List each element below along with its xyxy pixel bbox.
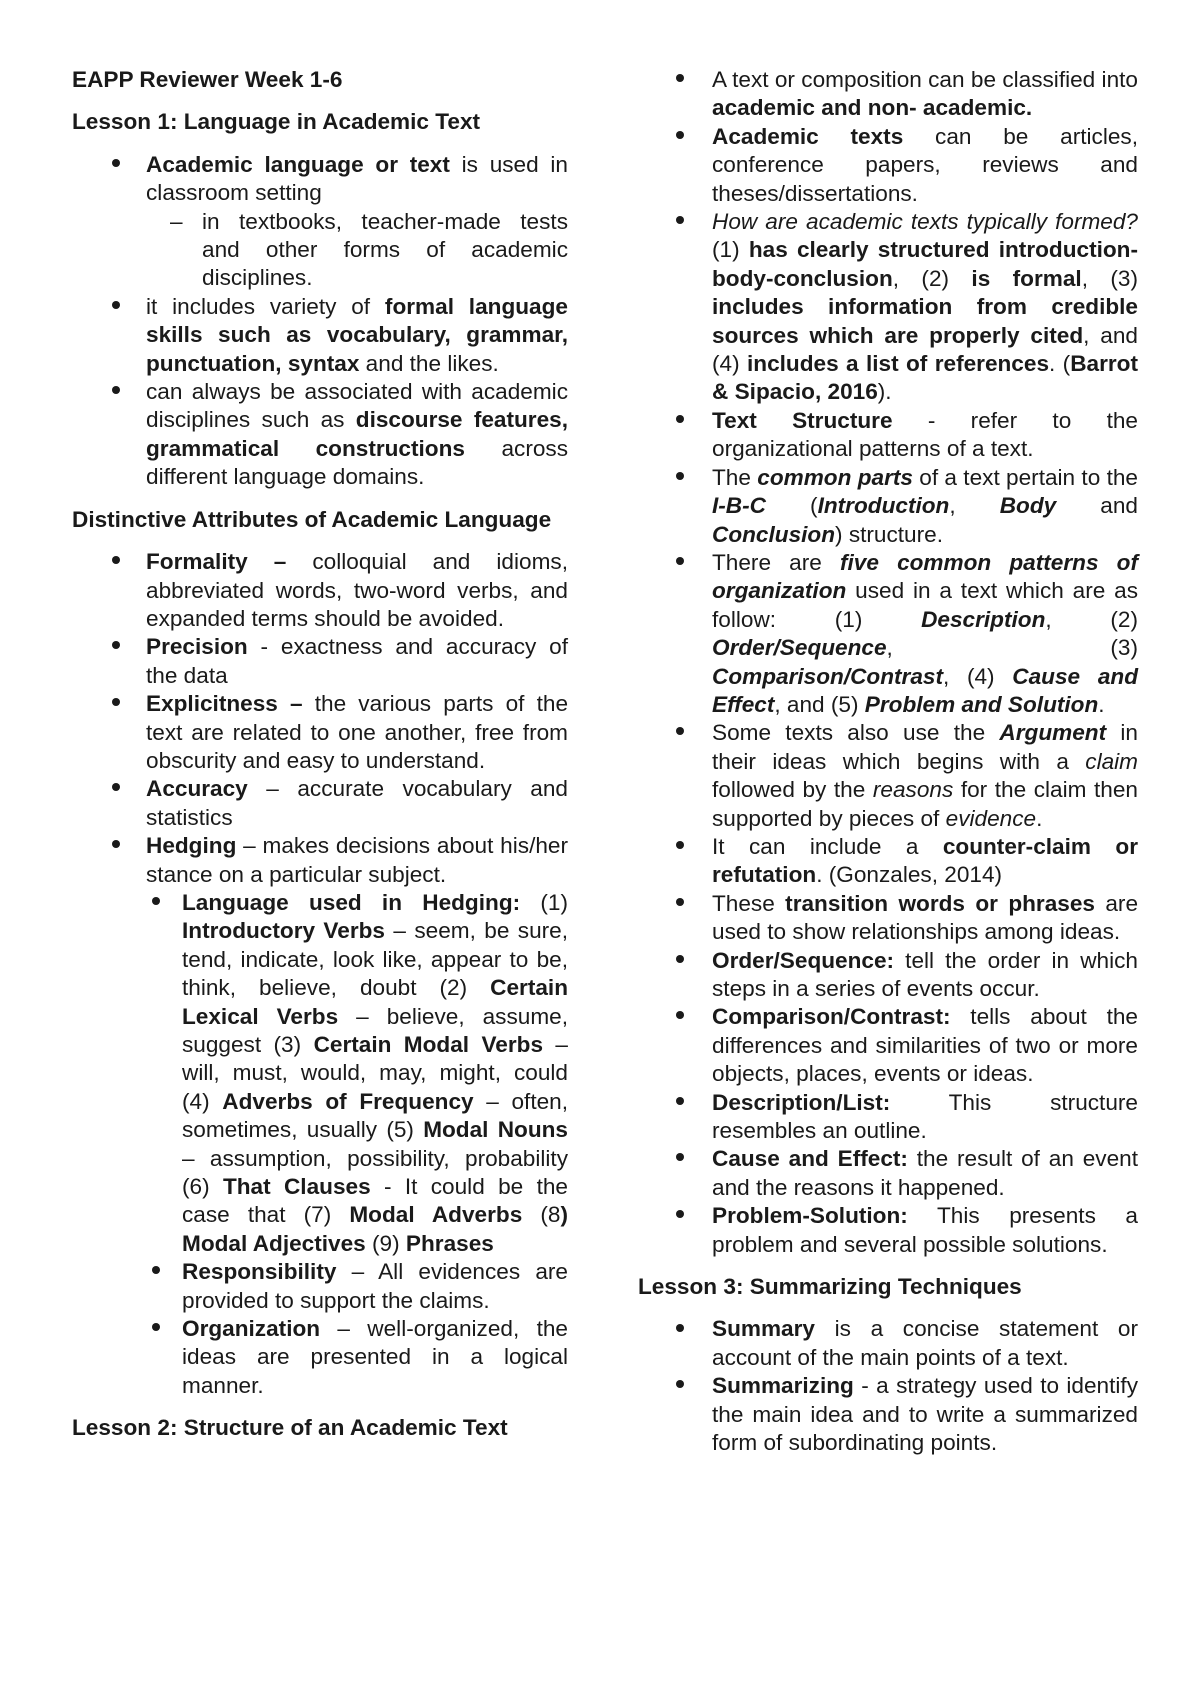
bullet-icon [674, 833, 686, 861]
list-item: Language used in Hedging: (1) Introductory Verbs – seem, be sure, tend, indicate, look like, appear to be, think, believe, doubt (2) Certain Lexical Verbs – believe, assume, suggest (3) Certain Modal Verbs – will, must, would, may, might, could (4) Adverbs of Frequency – often, sometimes, usually (5) Modal Nouns – assumption, possibility, probability (6) That Clauses - It could be the case that (7) Modal Adverbs (8) Modal Adjectives (9) Phrases [146, 889, 568, 1258]
list-item: Hedging – makes decisions about his/her stance on a particular subject. Language used in Hedging: (1) Introductory Verbs – seem, be sure, tend, indicate, look like, appear to be, think, believe, doubt (2) Certain Lexical Verbs – believe, assume, suggest (3) Certain Modal Verbs – will, must, would, may, might, could (4) Adverbs of Frequency – often, sometimes, usually (5) Modal Nouns – assumption, possibility, probability (6) That Clauses - It could be the case that (7) Modal Adverbs (8) Modal Adjectives (9) Phrases Responsibility – All evidences are provided to support the claims. Organization – well-organized, the ideas are presented in a logical manner. [72, 832, 568, 1400]
list-item: There are five common patterns of organization used in a text which are as follow: (1) Description, (2) Order/Sequence, (3) Comparison/Contrast, (4) Cause and Effect, and (5) Problem and Solution. [640, 549, 1138, 719]
lesson1-heading: Lesson 1: Language in Academic Text [72, 109, 481, 135]
list-item: Accuracy – accurate vocabulary and statistics [72, 775, 568, 832]
list-item: A text or composition can be classified into academic and non- academic. [640, 66, 1138, 123]
right-column [640, 66, 1138, 1458]
bullet-icon [674, 208, 686, 236]
list-item: Organization – well-organized, the ideas are presented in a logical manner. [146, 1315, 568, 1400]
bullet-icon [674, 890, 686, 918]
list-item: Formality – colloquial and idioms, abbreviated words, two-word verbs, and expanded terms should be avoided. [72, 548, 568, 633]
bullet-icon [674, 1372, 686, 1400]
lesson3-list [640, 1315, 1138, 1457]
bullet-icon [110, 293, 122, 321]
lesson1-list-cont [72, 293, 568, 492]
bullet-icon [674, 719, 686, 747]
bullet-icon [674, 947, 686, 975]
list-item: it includes variety of formal language skills such as vocabulary, grammar, punctuation, syntax and the likes. [72, 293, 568, 378]
bullet-icon [674, 1202, 686, 1230]
bullet-icon [110, 633, 122, 661]
dash-icon: – [170, 208, 183, 234]
lesson2-list [640, 66, 1138, 1259]
bullet-icon [110, 690, 122, 718]
lesson2-heading: Lesson 2: Structure of an Academic Text [72, 1415, 508, 1441]
list-item: It can include a counter-claim or refutation. (Gonzales, 2014) [640, 833, 1138, 890]
bullet-icon [150, 1258, 162, 1286]
bullet-icon [150, 889, 162, 917]
list-item: Summarizing - a strategy used to identify the main idea and to write a summarized form of subordinating points. [640, 1372, 1138, 1457]
list-item: can always be associated with academic disciplines such as discourse features, grammatical constructions across different language domains. [72, 378, 568, 492]
list-item: Order/Sequence: tell the order in which steps in a series of events occur. [640, 947, 1138, 1004]
left-column [72, 66, 568, 1457]
bullet-icon [674, 66, 686, 94]
bullet-icon [674, 464, 686, 492]
bullet-icon [674, 1145, 686, 1173]
list-item: Precision - exactness and accuracy of the data [72, 633, 568, 690]
list-item: Cause and Effect: the result of an event and the reasons it happened. [640, 1145, 1138, 1202]
list-item: Comparison/Contrast: tells about the differences and similarities of two or more objects, places, events or ideas. [640, 1003, 1138, 1088]
bullet-icon [150, 1315, 162, 1343]
list-item: Some texts also use the Argument in their ideas which begins with a claim followed by the reasons for the claim then supported by pieces of evidence. [640, 719, 1138, 833]
lesson3-heading: Lesson 3: Summarizing Techniques [638, 1274, 1022, 1300]
bullet-icon [110, 378, 122, 406]
list-item: – in textbooks, teacher-made tests and other forms of academic disciplines. [170, 208, 568, 291]
lesson1-sublist [72, 208, 568, 293]
hedging-sublist [146, 889, 568, 1400]
bullet-icon [674, 123, 686, 151]
list-item: Summary is a concise statement or account of the main points of a text. [640, 1315, 1138, 1372]
bullet-icon [110, 548, 122, 576]
bullet-icon [110, 832, 122, 860]
bullet-icon [674, 1315, 686, 1343]
attributes-list [72, 548, 568, 1400]
bullet-icon [110, 151, 122, 179]
list-item: Description/List: This structure resembles an outline. [640, 1089, 1138, 1146]
bullet-icon [674, 1089, 686, 1117]
list-item: How are academic texts typically formed? (1) has clearly structured introduction-body-conclusion, (2) is formal, (3) includes information from credible sources which are properly cited, and (4) includes a list of references. (Barrot & Sipacio, 2016). [640, 208, 1138, 407]
list-item: Responsibility – All evidences are provided to support the claims. [146, 1258, 568, 1315]
bullet-icon [674, 407, 686, 435]
lesson1-list [72, 151, 568, 208]
bullet-icon [110, 775, 122, 803]
attributes-heading: Distinctive Attributes of Academic Language [72, 506, 552, 532]
list-item: Academic language or text is used in classroom setting [72, 151, 568, 208]
list-item: Explicitness – the various parts of the text are related to one another, free from obscurity and easy to understand. [72, 690, 568, 775]
list-item: Text Structure - refer to the organizational patterns of a text. [640, 407, 1138, 464]
document-title: EAPP Reviewer Week 1-6 [72, 67, 343, 92]
bullet-icon [674, 549, 686, 577]
bullet-icon [674, 1003, 686, 1031]
list-item: These transition words or phrases are used to show relationships among ideas. [640, 890, 1138, 947]
list-item: Academic texts can be articles, conference papers, reviews and theses/dissertations. [640, 123, 1138, 208]
list-item: Problem-Solution: This presents a problem and several possible solutions. [640, 1202, 1138, 1259]
list-item: The common parts of a text pertain to the I-B-C (Introduction, Body and Conclusion) structure. [640, 464, 1138, 549]
